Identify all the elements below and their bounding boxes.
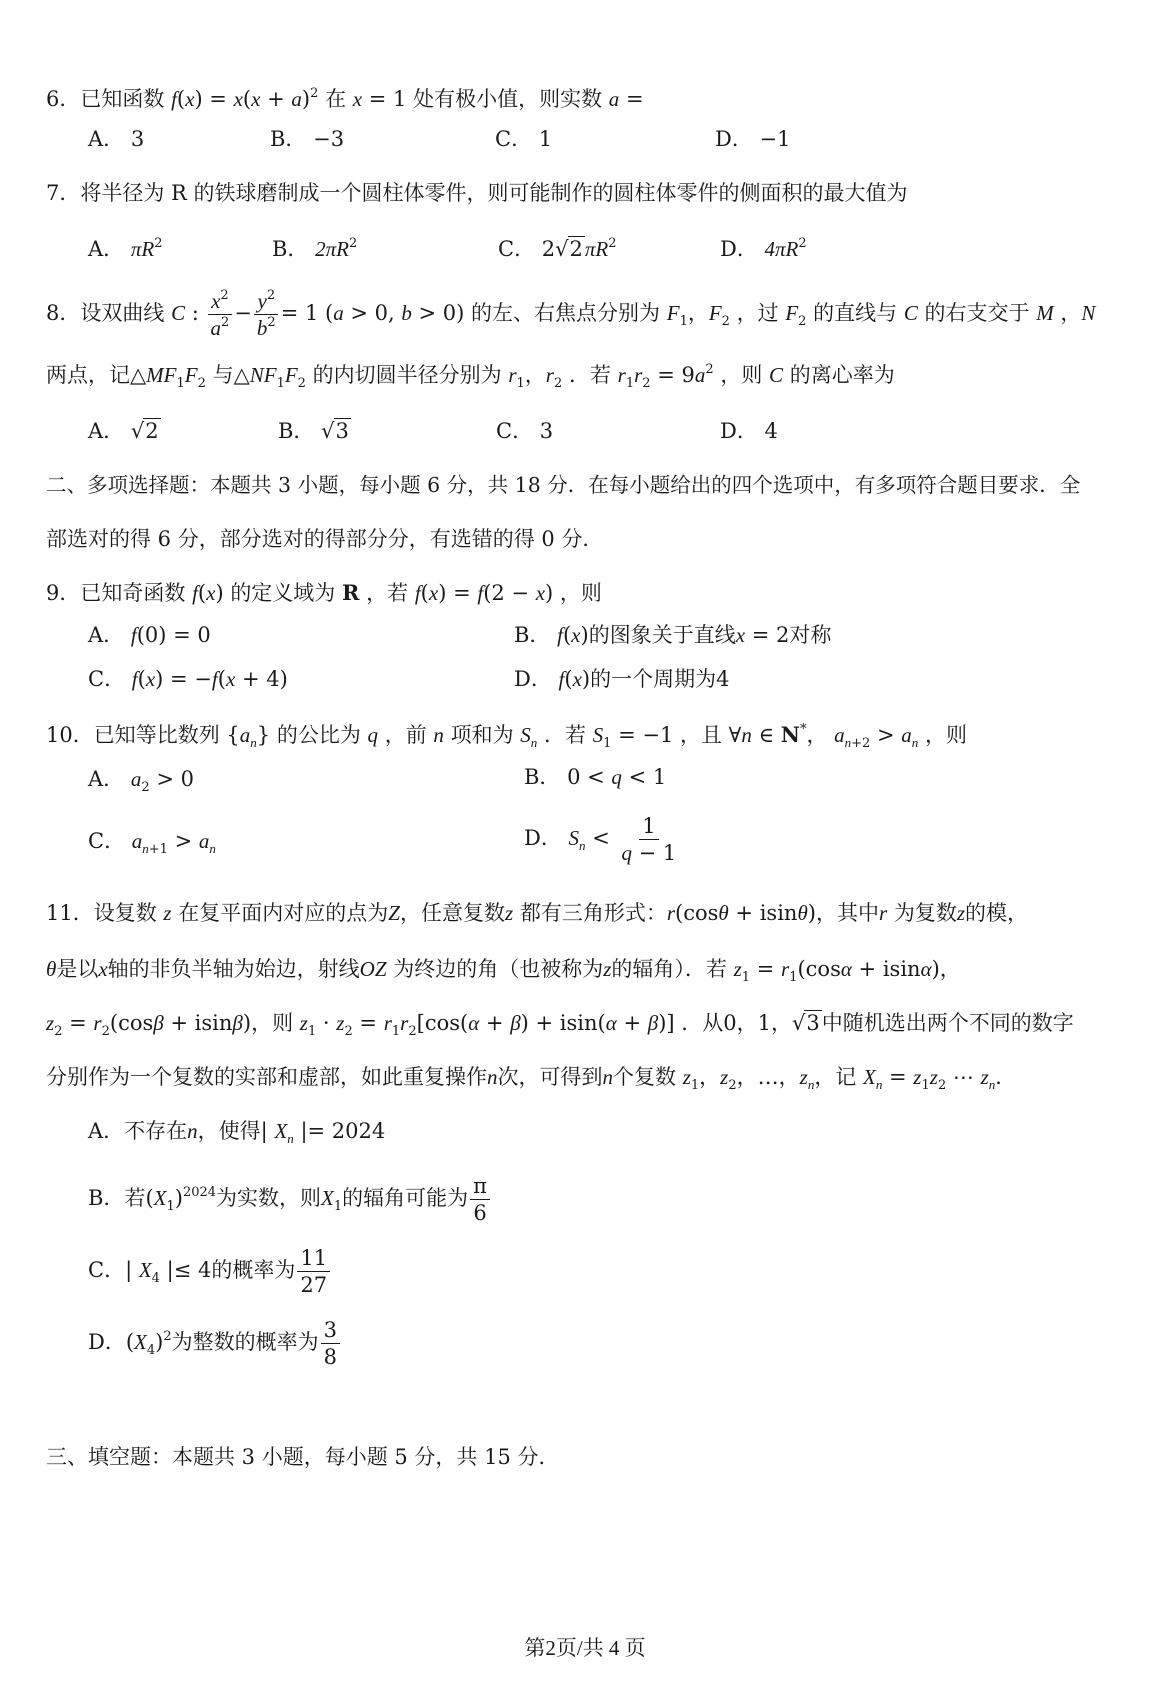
q9-option-d: D． f(x)的一个周期为4 xyxy=(514,667,730,691)
q7-option-d: D． $4\pi R^2$ xyxy=(720,236,807,261)
q11-option-c: C．| $X_4$ |≤ 4的概率为 $\frac{11}{27}$ xyxy=(88,1240,332,1300)
section2-heading-line2: 部选对的得 6 分，部分选对的得部分分，有选错的得 0 分． xyxy=(46,527,604,551)
q10-option-b: B． 0 < q < 1 xyxy=(524,765,667,789)
q6-stem-mid: 在 xyxy=(325,87,347,111)
section3-heading: 三、填空题：本题共 3 小题，每小题 5 分，共 15 分． xyxy=(46,1445,560,1469)
q10-stem: 10．已知等比数列 $\{a_n\}$ 的公比为 q ，前 n 项和为 $S_n$ ．若 $S_1 = -1$ ，且 ∀n ∈ N*， $a_{n+2} > a_n$ ，则 xyxy=(46,722,967,751)
q11-line1: 11．设复数 z 在复平面内对应的点为Z，任意复数z 都有三角形式：r(cosθ + isinθ)，其中r 为复数z的模， xyxy=(46,901,1029,925)
q8-option-d: D． 4 xyxy=(720,419,778,443)
q6-function: f xyxy=(171,87,177,111)
q8-stem-line1: 8．设双曲线 C : $\frac{x^2}{a^2}$ − $\frac{y^2}{b^2}$ = 1 (a > 0, b > 0) 的左、右焦点分别为 $F_1$，$F_2$ ，过 $F_2$ 的直线与 C 的右支交于 M ，N xyxy=(46,288,1096,340)
q11-option-a: A．不存在n，使得| $X_n$ |= 2024 xyxy=(88,1119,386,1146)
q11-option-d: D．$(X_4)^2$为整数的概率为 $\frac{3}{8}$ xyxy=(88,1312,342,1372)
q6-stem-prefix: 6．已知函数 xyxy=(46,87,165,111)
q6-option-d: D． −1 xyxy=(715,127,791,151)
q9-option-a: A． f(0) = 0 xyxy=(88,623,211,647)
q8-option-b: B． √3 xyxy=(278,419,349,443)
q9-stem: 9．已知奇函数 f(x) 的定义域为 R ，若 f(x) = f(2 − x) ，则 xyxy=(46,580,602,605)
q6-option-b: B． −3 xyxy=(270,127,345,151)
q8-option-a: A． √2 xyxy=(88,419,159,443)
q7-option-c: C． $2√2\pi R^2$ xyxy=(498,236,617,261)
q11-option-b: B．若$(X_1)^{2024}$为实数，则$X_1$的辐角可能为 $\frac{\pi}{6}$ xyxy=(88,1168,492,1228)
q7-option-a: A． $\pi R^2$ xyxy=(88,236,163,261)
section2-heading-line1: 二、多项选择题：本题共 3 小题，每小题 6 分，共 18 分．在每小题给出的四个选项中，有多项符合题目要求．全 xyxy=(46,473,1081,497)
q6-option-c: C． 1 xyxy=(495,127,553,151)
q6-stem-suffix: 处有极小值，则实数 xyxy=(413,87,603,111)
page-number: 第2页/共 4 页 xyxy=(524,1636,646,1660)
q11-line3: $z_2 = r_2(\cos\beta + isin\beta)$，则 $z_1 \cdot z_2 = r_1r_2[\cos(\alpha + \beta) + isin(\alpha + \beta)]$ ．从0，1，√3中随机选出两个不同的数字 xyxy=(46,1011,1074,1039)
q10-option-c: C． $a_{n+1} > a_n$ xyxy=(88,829,216,857)
q9-option-c: C． f(x) = −f(x + 4) xyxy=(88,667,288,691)
q10-option-d: D． $S_n$ < $\frac{1}{q - 1}$ xyxy=(524,814,677,865)
q8-stem-line2: 两点，记$\triangle MF_1F_2$ 与$\triangle NF_1F_2$ 的内切圆半径分别为 $r_1$，$r_2$ ．若 $r_1r_2 = 9a^2$ ，则 C 的离心率为 xyxy=(46,362,895,391)
q11-line2: θ是以x轴的非负半轴为始边，射线OZ 为终边的角（也被称为z的辐角）．若 $z_1 = r_1(\cos\alpha + isin\alpha)$， xyxy=(46,957,961,985)
q7-option-b: B． $2\pi R^2$ xyxy=(272,236,358,261)
q9-option-b: B． f(x)的图象关于直线x = 2对称 xyxy=(514,623,832,647)
q7-stem: 7．将半径为 R 的铁球磨制成一个圆柱体零件，则可能制作的圆柱体零件的侧面积的最大值为 xyxy=(46,181,908,205)
q6-option-a: A． 3 xyxy=(88,127,145,151)
q11-line4: 分别作为一个复数的实部和虚部，如此重复操作n次，可得到n个复数 $z_1$，$z_2$，…，$z_n$，记 $X_n = z_1z_2$ ⋯ $z_n$． xyxy=(46,1065,1017,1093)
q8-option-c: C． 3 xyxy=(496,419,554,443)
q10-option-a: A． $a_2 > 0$ xyxy=(88,767,194,795)
q6-stem: 6．已知函数 $f(x) = x(x + a)^2$ 在 x = 1 处有极小值，则实数 a = xyxy=(46,86,644,111)
